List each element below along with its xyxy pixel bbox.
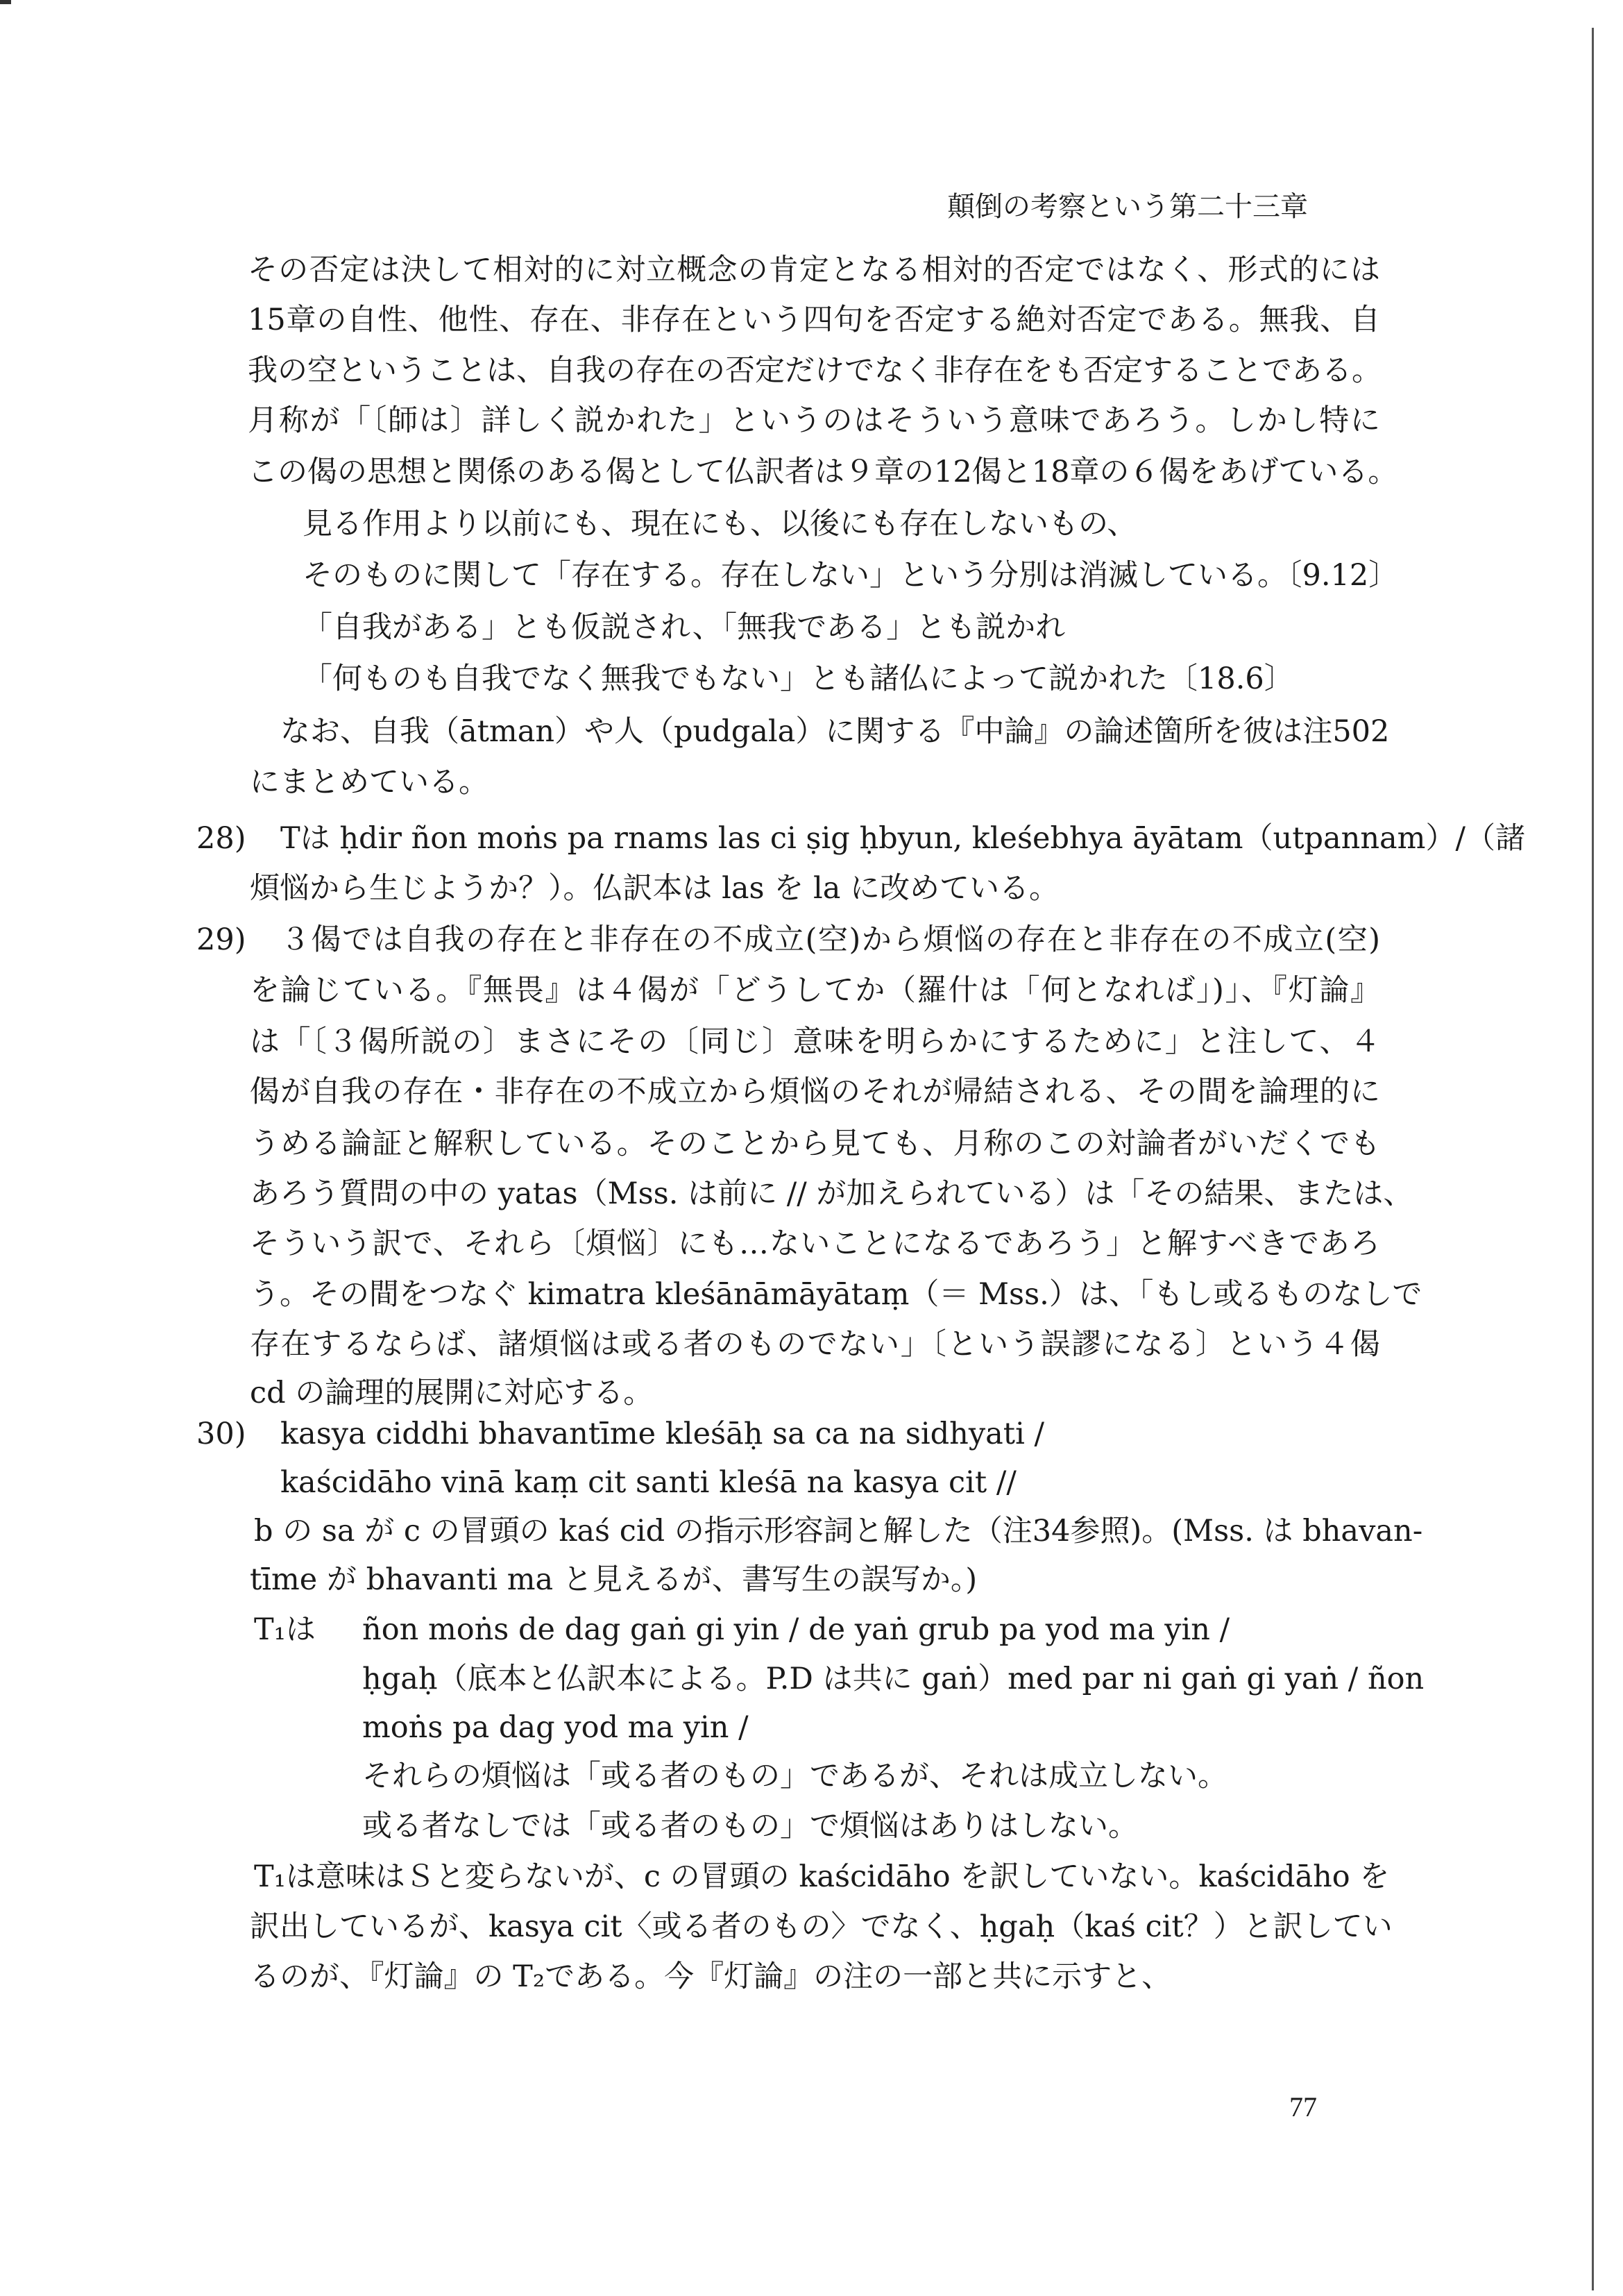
scan-edge-line (1592, 28, 1594, 2290)
body-line: その否定は決して相対的に対立概念の肯定となる相対的否定ではなく、形式的には (248, 253, 1380, 287)
translation-line: 或る者なしでは「或る者のもの」で煩悩はありはしない。 (362, 1809, 1138, 1843)
footnote-line: う。その間をつなぐ kimatra kleśānāmāyātaṃ（＝ Mss.）は、「もし或るものなしで (250, 1277, 1422, 1312)
body-line: にまとめている。 (250, 765, 488, 800)
body-line: この偈の思想と関係のある偈として仏訳者は９章の12偈と18章の６偈をあげている。 (248, 455, 1398, 489)
footnote-line: Tは ḥdir ñon moṅs pa rnams las ci ṣig ḥbyun, kleśebhya āyātam（utpannam）/（諸 (280, 821, 1525, 856)
translation-line: それらの煩悩は「或る者のもの」であるが、それは成立しない。 (362, 1759, 1227, 1793)
tibetan-line: ñon moṅs de dag gaṅ gi yin / de yaṅ grub pa yod ma yin / (362, 1612, 1230, 1647)
footnote-line: は「〔３偈所説の〕まさにその〔同じ〕意味を明らかにするために」と注して、４ (250, 1024, 1380, 1059)
footnote-line: るのが、『灯論』の T₂である。今『灯論』の注の一部と共に示すと、 (250, 1959, 1172, 1994)
sanskrit-verse-line: kasya ciddhi bhavantīme kleśāḥ sa ca na sidhyati / (280, 1417, 1044, 1451)
tibetan-line: moṅs pa dag yod ma yin / (362, 1710, 749, 1745)
footnote-number: 30) (196, 1417, 246, 1451)
tibetan-line: ḥgaḥ（底本と仏訳本による。P.D は共に gaṅ）med par ni gaṅ gi yaṅ / ñon (362, 1662, 1425, 1696)
verse-line: 見る作用より以前にも、現在にも、以後にも存在しないもの、 (303, 507, 1137, 541)
page-number: 77 (1289, 2091, 1317, 2122)
verse-line: 「自我がある」とも仮説され、「無我である」とも説かれ (303, 610, 1066, 645)
footnote-line: そういう訳で、それら〔煩悩〕にも…ないことになるであろう」と解すべきであろ (250, 1226, 1380, 1261)
footnote-line: tīme が bhavanti ma と見えるが、書写生の誤写か。) (250, 1562, 978, 1597)
verse-line: 「何ものも自我でなく無我でもない」とも諸仏によって説かれた〔18.6〕 (303, 661, 1294, 696)
body-line: なお、自我（ātman）や人（pudgala）に関する『中論』の論述箇所を彼は注502 (280, 714, 1390, 749)
t1-label: T₁は (254, 1612, 316, 1647)
footnote-line: b の sa が c の冒頭の kaś cid の指示形容詞と解した（注34参照)。(Mss. は bhavan- (254, 1514, 1423, 1548)
verse-line: そのものに関して「存在する。存在しない」という分別は消滅している。〔9.12〕 (303, 558, 1399, 593)
footnote-line: 偈が自我の存在・非存在の不成立から煩悩のそれが帰結される、その間を論理的に (250, 1074, 1380, 1109)
running-header: 顛倒の考察という第二十三章 (947, 191, 1308, 223)
footnote-number: 28) (196, 821, 246, 856)
footnote-line: を論じている。『無畏』は４偈が「どうしてか（羅什は「何となれば」)」、『灯論』 (250, 973, 1380, 1008)
sanskrit-verse-line: kaścidāho vinā kaṃ cit santi kleśā na kasya cit // (280, 1465, 1017, 1500)
body-line: 月称が「〔師は〕詳しく説かれた」というのはそういう意味であろう。しかし特に (248, 403, 1380, 438)
footnote-line: 存在するならば、諸煩悩は或る者のものでない」〔という誤謬になる〕という４偈 (250, 1327, 1380, 1362)
footnote-line: T₁は意味はＳと変らないが、c の冒頭の kaścidāho を訳していない。kaścidāho を (254, 1859, 1390, 1894)
scan-corner-mark (0, 0, 11, 4)
footnote-line: ３偈では自我の存在と非存在の不成立(空)から煩悩の存在と非存在の不成立(空) (280, 922, 1380, 957)
footnote-line: cd の論理的展開に対応する。 (250, 1376, 654, 1410)
footnote-line: 訳出しているが、kasya cit〈或る者のもの〉でなく、ḥgaḥ（kaś cit？）と訳してい (250, 1909, 1393, 1944)
footnote-line: あろう質問の中の yatas（Mss. は前に // が加えられている）は「その結果、または、 (250, 1176, 1413, 1211)
body-line: 15章の自性、他性、存在、非存在という四句を否定する絶対否定である。無我、自 (248, 303, 1380, 337)
body-line: 我の空ということは、自我の存在の否定だけでなく非存在をも否定することである。 (248, 353, 1382, 388)
footnote-line: うめる論証と解釈している。そのことから見ても、月称のこの対論者がいだくでも (250, 1126, 1380, 1161)
footnote-line: 煩悩から生じようか？）。仏訳本は las を la に改めている。 (250, 871, 1060, 906)
footnote-number: 29) (196, 922, 246, 957)
